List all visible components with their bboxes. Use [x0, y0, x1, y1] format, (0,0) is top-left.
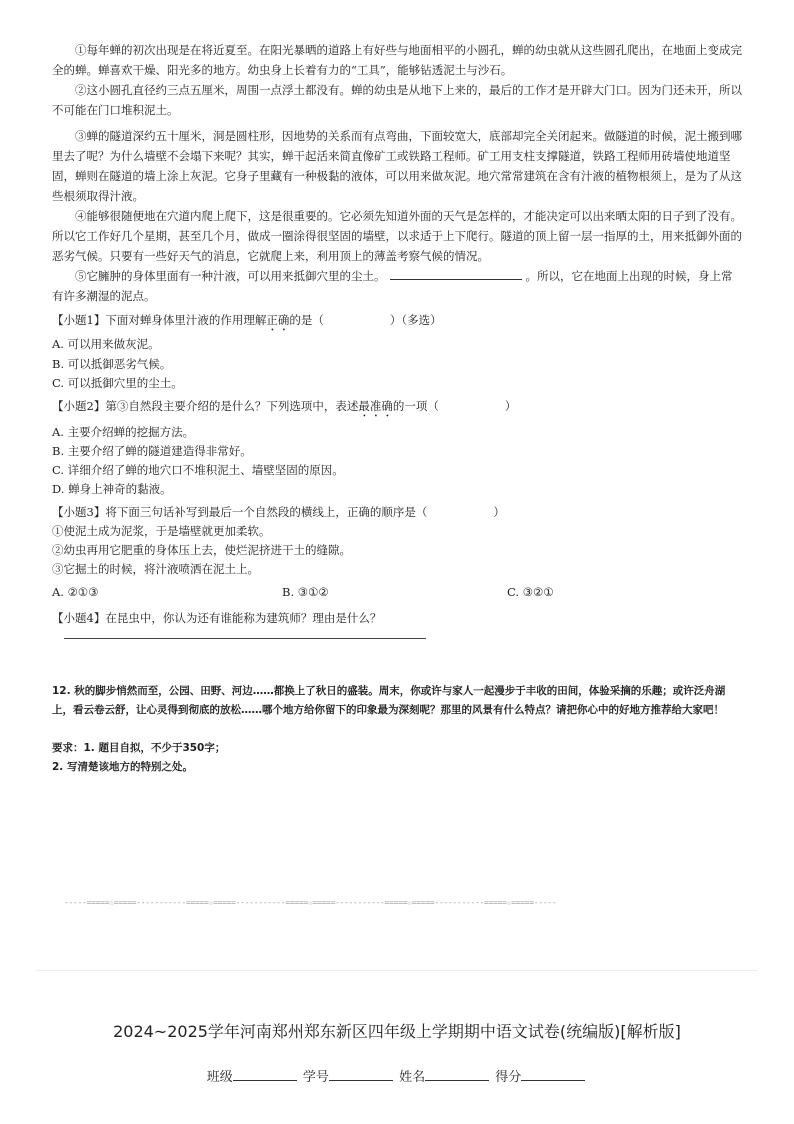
question-3-stem [52, 502, 742, 522]
essay-requirement-2: 2. 写清楚该地方的特别之处。 [52, 761, 193, 773]
q1-option-a[interactable]: A. 可以用来做灰泥。 [52, 337, 160, 351]
exam-title: 2024~2025学年河南郑州郑东新区四年级上学期期中语文试卷(统编版)[解析版] [113, 1022, 681, 1041]
passage-paragraph-2: ②这小圆孔直径约三点五厘米，周围一点浮土都没有。蝉的幼虫是从地下上来的，最后的工作才是开辟大门口。因为门还未开，所以不可能在门口堆积泥土。 [52, 83, 742, 117]
section-separator: -----=====☆=====-----------=====☆=====-----------=====☆=====-----------=====☆=====-----------=====☆=====----- [64, 898, 557, 907]
paragraph-5-part-2: 。所以，它在地面上出现的时候，身上常有许多潮湿的泥点。 [52, 269, 733, 303]
class-label: 班级 [206, 1070, 233, 1085]
q3-sentence-1: ①使泥土成为泥浆，于是墙壁就更加柔软。 [52, 524, 271, 538]
q2-option-a[interactable]: A. 主要介绍蝉的挖掘方法。 [52, 425, 195, 439]
q2-stem-text-b: 的一项（ [392, 399, 439, 413]
class-field[interactable] [233, 1066, 297, 1081]
q2-stem-text-a: 【小题2】第③自然段主要介绍的是什么？下列选项中，表述 [52, 399, 359, 413]
name-field[interactable] [425, 1066, 489, 1081]
essay-requirement-1: 要求：1. 题目自拟，不少于350字； [52, 742, 226, 754]
student-id-field[interactable] [329, 1066, 393, 1081]
q1-option-c[interactable]: C. 可以抵御穴里的尘土。 [52, 376, 183, 390]
q3-sentence-3: ③它掘土的时候，将汁液喷洒在泥土上。 [52, 562, 259, 576]
q1-stem-text-c: ）（多选） [389, 313, 442, 327]
q1-stem-text-a: 【小题1】下面对蝉身体里汁液的作用理解 [52, 313, 267, 327]
q2-stem-text-c: ） [504, 399, 517, 413]
page-divider [36, 970, 758, 971]
student-id-label: 学号 [302, 1070, 329, 1085]
q3-option-b[interactable]: B. ③①② [282, 585, 329, 599]
essay-prompt: 12. 秋的脚步悄然而至，公园、田野、河边……都换上了秋日的盛装。周末，你或许与家人一起漫步于丰收的田间，体验采摘的乐趣；或许泛舟湖上，看云卷云舒，让心灵得到彻底的放松……哪个地方给你留下的印象最为深刻呢？那里的风景有什么特点？请把你心中的好地方推荐给大家吧！ [52, 685, 726, 716]
score-label: 得分 [495, 1070, 522, 1085]
name-label: 姓名 [399, 1070, 426, 1085]
q3-option-a[interactable]: A. ②①③ [52, 585, 99, 599]
paragraph-5-part-1: ⑤它臃肿的身体里面有一种汁液，可以用来抵御穴里的尘土。 [75, 269, 386, 283]
q2-stem-emphasis: 最准确 [358, 399, 393, 413]
q1-stem-emphasis: 正确 [266, 313, 290, 327]
question-4-stem: 【小题4】在昆虫中，你认为还有谁能称为建筑师？理由是什么？ [52, 611, 382, 625]
q2-option-c[interactable]: C. 详细介绍了蝉的地穴口不堆积泥土、墙壁坚固的原因。 [52, 463, 344, 477]
q3-sentence-2: ②幼虫再用它肥重的身体压上去，使烂泥挤进干土的缝隙。 [52, 543, 351, 557]
q1-stem-text-b: 的是（ [289, 313, 324, 327]
passage-paragraph-4: ④能够很随便地在穴道内爬上爬下，这是很重要的。它必须先知道外面的天气是怎样的，才能决定可以出来晒太阳的日子到了没有。所以它工作好几个星期，甚至几个月，做成一圈涂得很坚固的墙壁，以求适于上下爬行。隧道的顶上留一层一指厚的土，用来抵御外面的恶劣气候。只要有一些好天气的消息，它就爬上来，利用顶上的薄盖考察气候的情况。 [52, 209, 742, 263]
q2-option-d[interactable]: D. 蝉身上神奇的黏液。 [52, 482, 172, 496]
student-info-row [0, 1066, 794, 1088]
passage-paragraph-1: ①每年蝉的初次出现是在将近夏至。在阳光暴晒的道路上有好些与地面相平的小圆孔，蝉的幼虫就从这些圆孔爬出，在地面上变成完全的蝉。蝉喜欢干燥、阳光多的地方。幼虫身上长着有力的“工具”，能够钻透泥土与沙石。 [52, 43, 742, 77]
passage-paragraph-3: ③蝉的隧道深约五十厘米，洞是圆柱形，因地势的关系而有点弯曲，下面较宽大，底部却完全关闭起来。做隧道的时候，泥土搬到哪里去了呢？为什么墙壁不会塌下来呢？其实，蝉干起活来简直像矿工或铁路工程师。矿工用支柱支撑隧道，铁路工程师用砖墙使地道坚固，蝉则在隧道的墙上涂上灰泥。它身子里藏有一种极黏的液体，可以用来做灰泥。地穴常常建筑在含有汁液的植物根须上，是为了从这些根须取得汁液。 [52, 129, 742, 203]
q3-option-c[interactable]: C. ③②① [507, 585, 554, 599]
q4-answer-line[interactable] [64, 638, 426, 639]
question-1-stem [52, 310, 742, 334]
q3-stem-text-a: 【小题3】将下面三句话补写到最后一个自然段的横线上，正确的顺序是（ [52, 505, 428, 519]
q3-stem-text-c: ） [493, 505, 505, 519]
score-field[interactable] [521, 1066, 585, 1081]
q2-option-b[interactable]: B. 主要介绍了蝉的隧道建造得非常好。 [52, 444, 252, 458]
question-2-stem [52, 396, 742, 420]
passage-paragraph-5 [52, 266, 742, 306]
fill-in-blank-line [390, 267, 522, 280]
q1-option-b[interactable]: B. 可以抵御恶劣气候。 [52, 357, 172, 371]
